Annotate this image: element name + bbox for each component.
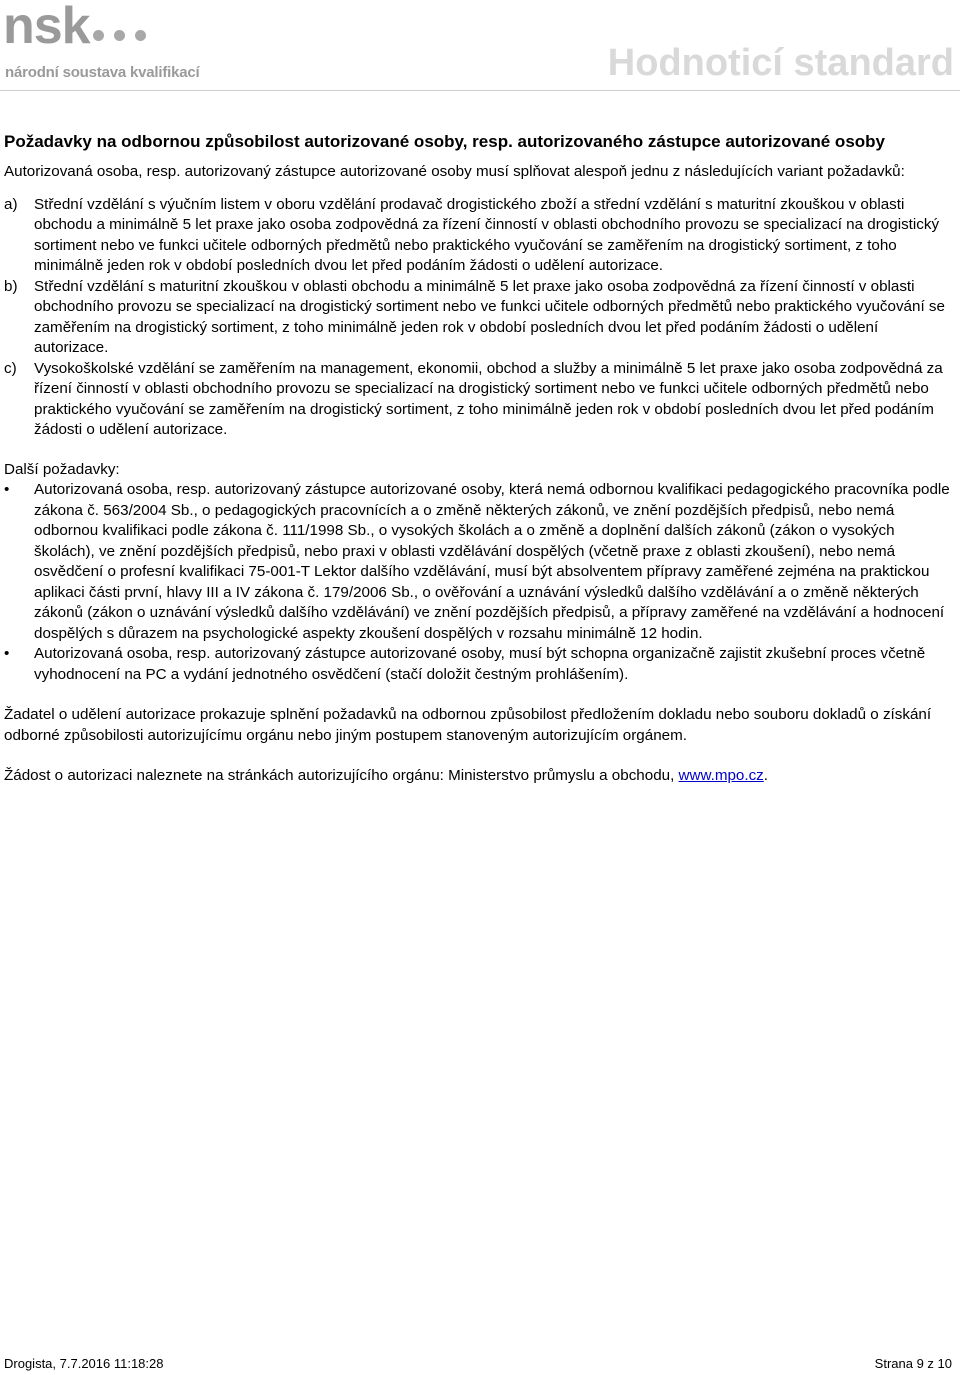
- logo-dot: [135, 30, 146, 41]
- extra-requirements-list: [4, 480, 956, 685]
- section-title: Požadavky na odbornou způsobilost autorizované osoby, resp. autorizovaného zástupce autorizované osoby: [4, 132, 885, 151]
- request-text: Žádost o autorizaci naleznete na stránkách autorizujícího orgánu: Ministerstvo průmyslu a obchodu,: [4, 767, 679, 784]
- list-marker: a): [4, 195, 18, 213]
- list-item-text: Střední vzdělání s výučním listem v oboru vzdělání prodavač drogistického zboží a střední vzdělání s maturitní zkouškou v oblasti obchodu a minimálně 5 let praxe jako osoba zodpovědná za řízení činností v oblasti obchodního provozu se specializací na drogistický sortiment nebo ve funkci učitele odborných předmětů nebo praktického vyučování se zaměřením na drogistický sortiment, z toho minimálně jeden rok v období posledních dvou let před podáním žádosti o udělení autorizace.: [34, 195, 940, 274]
- main-content: [4, 131, 956, 787]
- footer-document-info: Drogista, 7.7.2016 11:18:28: [4, 1356, 164, 1371]
- logo-word: nsk: [3, 0, 90, 55]
- footer-page-number: Strana 9 z 10: [874, 1356, 952, 1371]
- request-end: .: [763, 767, 769, 784]
- bullet-icon: •: [4, 645, 10, 662]
- logo-dot: [114, 30, 125, 41]
- variants-list: [4, 195, 956, 441]
- list-item: [4, 359, 956, 441]
- bullet-icon: •: [4, 481, 10, 498]
- header-divider: [0, 90, 960, 91]
- list-item: [4, 644, 956, 685]
- list-marker: b): [4, 277, 18, 295]
- applicant-paragraph: Žadatel o udělení autorizace prokazuje splnění požadavků na odbornou způsobilost předložením dokladu nebo souboru dokladů o získání odborné způsobilosti autorizujícímu orgánu nebo jiným postupem stanoveným autorizujícím orgánem.: [4, 706, 932, 744]
- extra-requirements-heading: Další požadavky:: [4, 460, 120, 478]
- page-header: [0, 0, 960, 92]
- nsk-logo: [3, 2, 213, 90]
- logo-subtitle: národní soustava kvalifikací: [5, 64, 200, 81]
- list-item: [4, 277, 956, 359]
- list-item-text: Střední vzdělání s maturitní zkouškou v oblasti obchodu a minimálně 5 let praxe jako osoba zodpovědná za řízení činností v oblasti obchodního provozu se specializací na drogistický sortiment nebo ve funkci učitele odborných předmětů nebo praktického vyučování se zaměřením na drogistický sortiment, z toho minimálně jeden rok v období posledních dvou let před podáním žádosti o udělení autorizace.: [34, 277, 945, 356]
- list-item-text: Autorizovaná osoba, resp. autorizovaný zástupce autorizované osoby, která nemá odbornou kvalifikaci pedagogického pracovníka podle zákona č. 563/2004 Sb., o pedagogických pracovnících a o změně některých zákonů, ve znění pozdějších předpisů, nebo nemá odbornou kvalifikaci podle zákona č. 111/1998 Sb., o vysokých školách a o změně a doplnění dalších zákonů (zákon o vysokých školách), ve znění pozdějších předpisů, nebo praxi v oblasti vzdělávání dospělých (včetně praxe z oblasti zkoušení), nebo nemá osvědčení o profesní kvalifikaci 75-001-T Lektor dalšího vzdělávání, musí být absolventem přípravy zaměřené zejména na praktickou aplikaci části první, hlavy III a IV zákona č. 179/2006 Sb., o ověřování a uznávání výsledků dalšího vzdělávání a o změně některých zákonů (zákon o uznávání výsledků dalšího vzdělávání) ve znění pozdějších předpisů, a přípravy zaměřené na vzdělávání a hodnocení dospělých s důrazem na psychologické aspekty zkoušení dospělých v rozsahu minimálně 12 hodin.: [34, 481, 950, 642]
- list-item: [4, 480, 956, 644]
- request-paragraph: [4, 766, 956, 787]
- list-item-text: Vysokoškolské vzdělání se zaměřením na management, ekonomii, obchod a služby a minimálně 5 let praxe jako osoba zodpovědná za řízení činností v oblasti obchodního provozu se specializací na drogistický sortiment nebo ve funkci učitele odborných předmětů nebo praktického vyučování se zaměřením na drogistický sortiment, z toho minimálně jeden rok v období posledních dvou let před podáním žádosti o udělení autorizace.: [34, 359, 943, 438]
- list-item: [4, 195, 956, 277]
- document-type-title: Hodnoticí standard: [607, 42, 954, 84]
- list-item-text: Autorizovaná osoba, resp. autorizovaný zástupce autorizované osoby, musí být schopna organizačně zajistit zkušební proces včetně vyhodnocení na PC a vydání jednotného osvědčení (stačí doložit čestným prohlášením).: [34, 645, 926, 683]
- logo-dot: [93, 30, 104, 41]
- list-marker: c): [4, 359, 17, 377]
- mpo-link[interactable]: www.mpo.cz: [678, 767, 764, 784]
- section-intro: Autorizovaná osoba, resp. autorizovaný zástupce autorizované osoby musí splňovat alespoň jednu z následujících variant požadavků:: [4, 163, 905, 180]
